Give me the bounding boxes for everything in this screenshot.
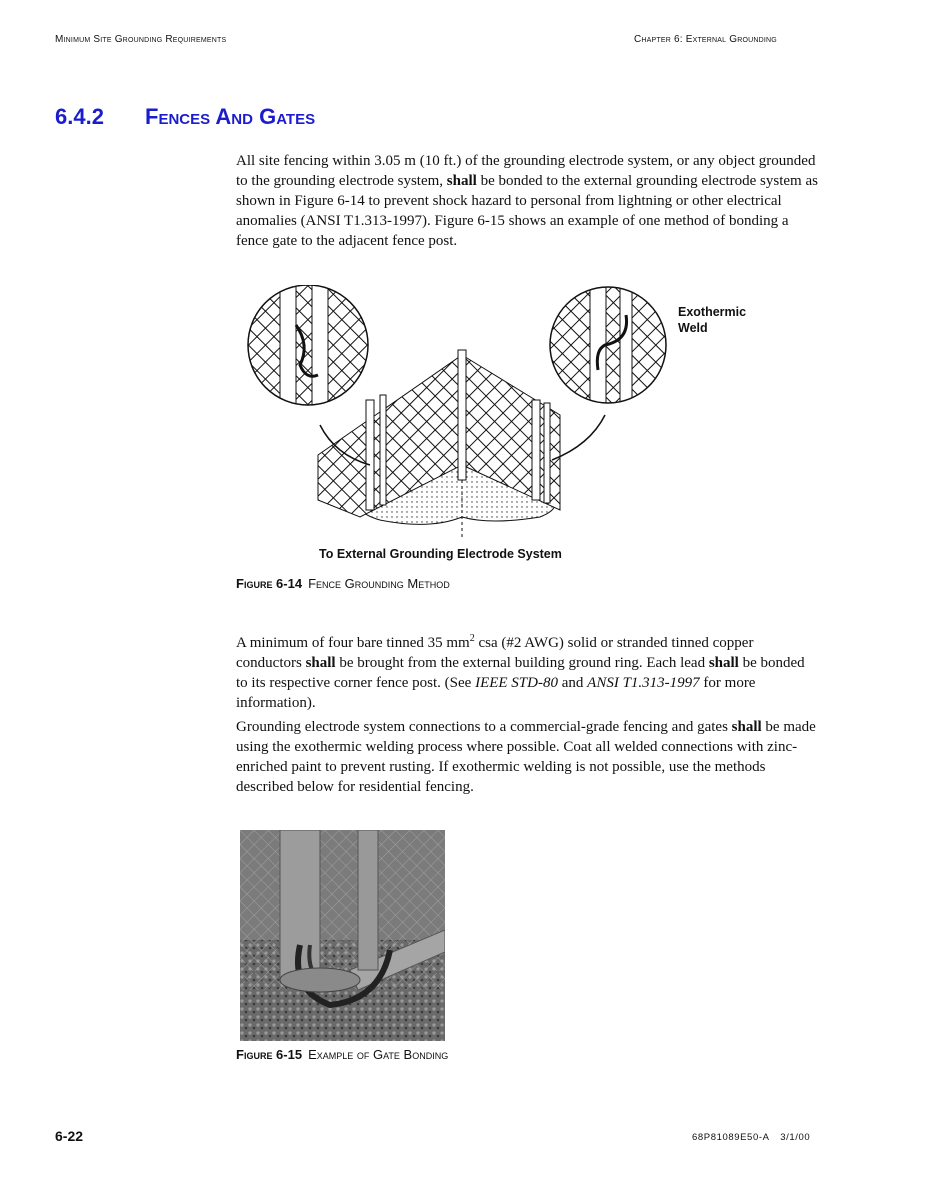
paragraph-conductors xyxy=(236,629,820,713)
text-run: be made using the exothermic welding process where possible. Coat all welded connections with zinc-enriched paint to prevent rusting. If exothermic welding is not possible, use the methods described below for residential fencing. xyxy=(236,719,816,795)
text-run: A minimum of four bare tinned 35 mm xyxy=(236,635,470,651)
text-run: be bonded to its respective corner fence post. (See xyxy=(236,655,805,691)
paragraph-intro xyxy=(236,151,820,251)
text-bold: shall xyxy=(731,719,762,735)
gate-bonding-photo xyxy=(240,830,445,1041)
page-number: 6-22 xyxy=(55,1128,84,1144)
callout-exothermic-weld: Exothermic Weld xyxy=(678,305,747,335)
figure-caption-6-15 xyxy=(236,1047,448,1062)
text-italic: ANSI T1.313-1997 xyxy=(587,675,700,691)
text-run: and xyxy=(557,675,588,691)
running-header-right: Chapter 6: External Grounding xyxy=(634,34,777,45)
section-number: 6.4.2 xyxy=(55,104,104,129)
text-run: csa (#2 AWG) solid or stranded tinned copper conductors xyxy=(236,635,754,671)
figure-caption-6-14 xyxy=(236,576,450,591)
doc-number: 68P81089E50-A xyxy=(692,1132,769,1143)
figure-title: Example of Gate Bonding xyxy=(308,1047,449,1062)
doc-date: 3/1/00 xyxy=(780,1132,811,1143)
text-bold: shall xyxy=(446,173,477,189)
figure-title: Fence Grounding Method xyxy=(308,576,450,591)
figure-number: Figure 6-15 xyxy=(236,1047,303,1062)
superscript: 2 xyxy=(469,633,475,644)
text-run: be bonded to the external grounding electrode system as shown in Figure 6-14 to prevent shock hazard to personal from lightning or other electrical anomalies (ANSI T1.313-1997). Figure 6-15 shows an example of one method of bonding a fence gate to the adjacent fence post. xyxy=(236,173,818,249)
figure-number: Figure 6-14 xyxy=(236,576,303,591)
paragraph-welding xyxy=(236,717,820,797)
text-bold: shall xyxy=(708,655,739,671)
section-title: Fences And Gates xyxy=(145,104,316,129)
section-heading xyxy=(55,104,315,130)
text-italic: IEEE STD-80 xyxy=(475,675,558,691)
text-run: Grounding electrode system connections to a commercial-grade fencing and gates xyxy=(236,719,732,735)
text-run: for more information). xyxy=(236,675,756,711)
document-id xyxy=(692,1132,810,1143)
running-header-left: Minimum Site Grounding Requirements xyxy=(55,34,227,45)
text-bold: shall xyxy=(305,655,336,671)
callout-ground-system: To External Grounding Electrode System xyxy=(319,547,562,561)
text-run: All site fencing within 3.05 m (10 ft.) of the grounding electrode system, or any object grounded to the grounding electrode system, xyxy=(236,153,816,189)
text-run: be brought from the external building ground ring. Each lead xyxy=(335,655,709,671)
